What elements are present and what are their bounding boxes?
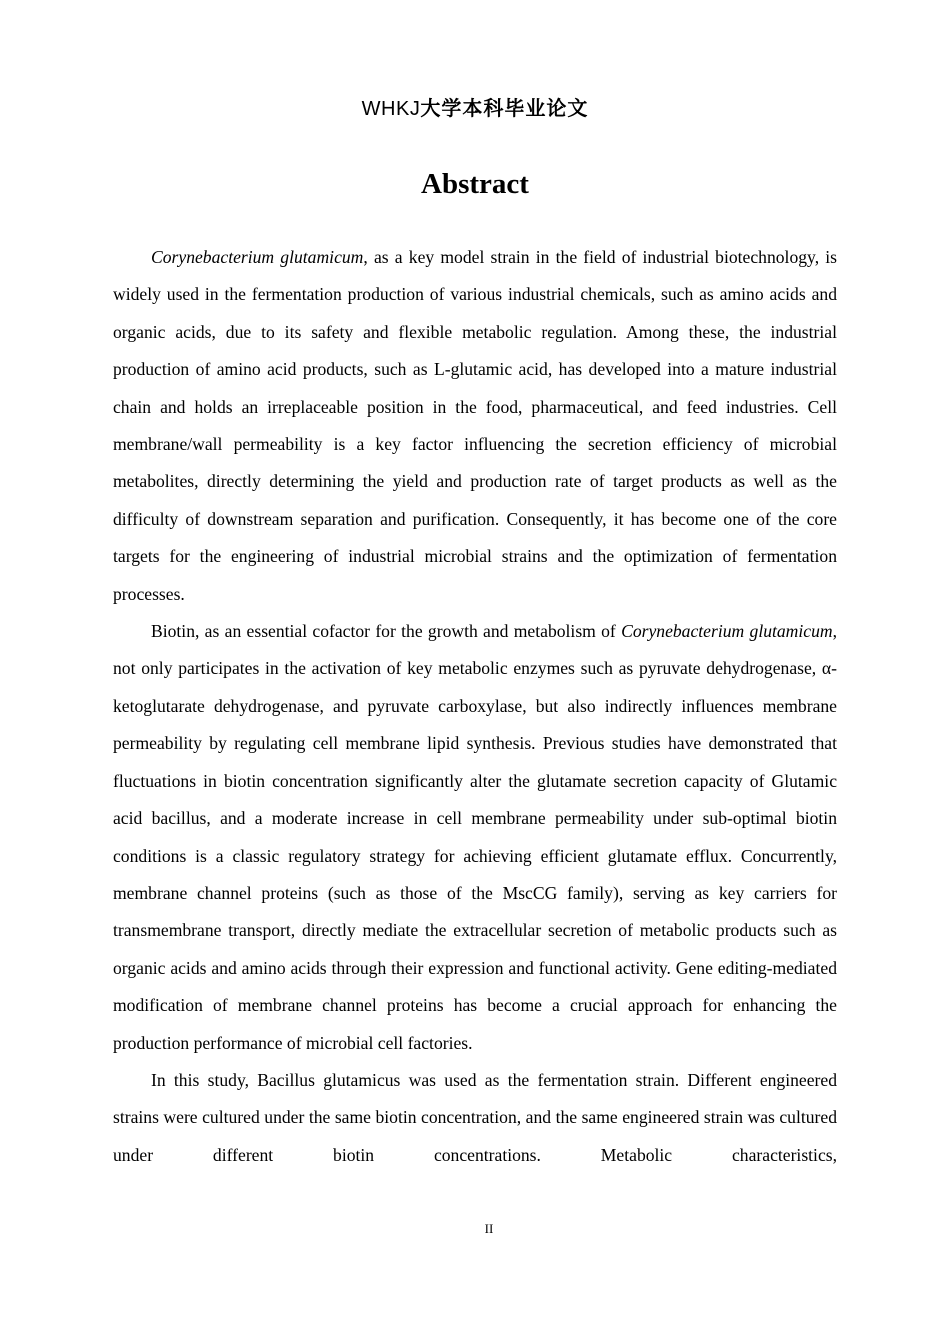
paragraph-1-text: , as a key model strain in the field of industrial biotechnology, is widely used in the fermentation production of various industrial chemicals, such as amino acids and organic acids, due to its safety and flexible metabolic regulation. Among these, the industrial production of amino acid products, such as L-glutamic acid, has developed into a mature industrial chain and holds an irreplaceable position in the food, pharmaceutical, and feed industries. Cell membrane/wall permeability is a key factor influencing the secretion efficiency of microbial metabolites, directly determining the yield and production rate of target products as well as the difficulty of downstream separation and purification. Consequently, it has become one of the core targets for the engineering of industrial microbial strains and the optimization of fermentation processes. — [113, 247, 837, 604]
running-header-latin: WHKJ — [361, 98, 421, 120]
paragraph-2 — [113, 613, 837, 1062]
species-name-italic: Corynebacterium glutamicum — [151, 247, 364, 267]
paragraph-3-text: In this study, Bacillus glutamicus was used as the fermentation strain. Different engineered strains were cultured under the same biotin concentration, and the same engineered strain was cultured under different biotin concentrations. Metabolic characteristics, — [113, 1069, 837, 1165]
running-header — [0, 94, 950, 123]
paragraph-2-text-after: , not only participates in the activation of key metabolic enzymes such as pyruvate dehydrogenase, α-ketoglutarate dehydrogenase, and pyruvate carboxylase, but also indirectly influences membrane permeability by regulating cell membrane lipid synthesis. Previous studies have demonstrated that fluctuations in biotin concentration significantly alter the glutamate secretion capacity of Glutamic acid bacillus, and a moderate increase in cell membrane permeability under sub-optimal biotin conditions is a classic regulatory strategy for achieving efficient glutamate efflux. Concurrently, membrane channel proteins (such as those of the MscCG family), serving as key carriers for transmembrane transport, directly mediate the extracellular secretion of metabolic products such as organic acids and amino acids through their expression and functional activity. Gene editing-mediated modification of membrane channel proteins has become a crucial approach for enhancing the production performance of microbial cell factories. — [113, 621, 837, 1053]
species-name-italic: Corynebacterium glutamicum — [621, 621, 833, 642]
page-title: Abstract — [421, 168, 529, 200]
abstract-body — [113, 239, 837, 1174]
paragraph-1 — [113, 239, 837, 613]
page-number: II — [484, 1221, 494, 1236]
paragraph-3 — [113, 1062, 837, 1174]
running-header-cjk: 大学本科毕业论文 — [420, 96, 589, 120]
paragraph-2-text-before: Biotin, as an essential cofactor for the growth and metabolism of — [151, 621, 622, 642]
